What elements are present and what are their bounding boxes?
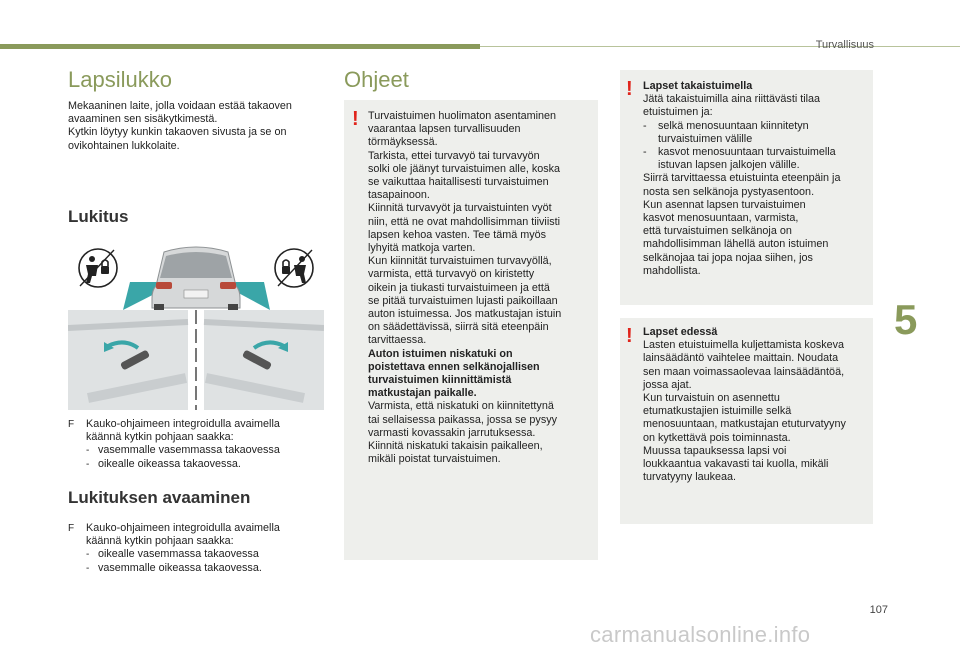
unlock-bullet: F Kauko-ohjaimeen integroidulla avaimella käännä kytkin pohjaan saakka: - oikealle vasemmassa takaovessa - vasemmalle oikeassa takaovessa. [68,522,338,575]
page-title-ohjeet: Ohjeet [344,67,409,92]
child-lock-illustration [68,238,324,410]
list-item: - kasvot menosuuntaan turvaistuimella istuvan lapsen jalkojen välille. [643,146,836,172]
intro-line: Kytkin löytyy kunkin takaoven sivusta ja se on [68,126,287,139]
heading-lukitus: Lukitus [68,207,129,226]
unlock-instructions [68,522,338,575]
intro-text [68,100,338,153]
lock-instructions [68,418,338,471]
header-rule [480,46,960,47]
note-front-seat-text: Lapset edessä Lasten etuistuimella kuljettamista koskeva lainsäädäntö vaihtelee maittain. Noudata sen maan voimassaolevaa lainsäädäntöä, jossa ajat. Kun turvaistuin on asennettu etumatkustajien istuimille selkä menosuuntaan, matkustajan etuturvatyyny on kytkettävä pois toiminnasta. Muussa tapauksessa lapsi voi loukkaantua vakavasti tai kuolla, mikäli turvatyyny laukeaa. [643,326,871,484]
note-rear-seats-text: Lapset takaistuimella Jätä takaistuimilla aina riittävästi tilaa etuistuimen ja: - selkä menosuuntaan kiinnitetyn turvaistuimen välille - kasvot menosuuntaan turvaistuimella istuvan lapsen jalkojen välille. Siirrä tarvittaessa etuistuinta eteenpäin ja nosta sen selkänoja pystyasentoon. Kun asennat lapsen turvaistuimen kasvot menosuuntaan, varmista, että turvaistuimen selkänoja on mahdollisimman lähellä auton istuimen selkänojaa tai jopa nojaa siihen, jos mahdollista. [643,80,871,278]
heading-lukituksen-avaaminen: Lukituksen avaaminen [68,488,251,507]
child-lock-icon-right [275,249,313,287]
lock-bullet: F Kauko-ohjaimeen integroidulla avaimella käännä kytkin pohjaan saakka: - vasemmalle vasemmassa takaovessa - oikealle oikeassa takaovessa. [68,418,338,471]
page-title-lapsilukko: Lapsilukko [68,67,172,92]
page-number: 107 [869,604,888,616]
intro-line: Mekaaninen laite, jolla voidaan estää takaoven [68,100,292,112]
unlock-item: - vasemmalle oikeassa takaovessa. [86,561,262,574]
bullet-marker: F [68,419,75,430]
warning-icon: ! [352,108,359,130]
lock-item: - oikealle oikeassa takaovessa. [86,457,241,470]
door-lever-illustration [68,310,324,410]
child-lock-icon-left [79,249,117,287]
unlock-item: - oikealle vasemmassa takaovessa [86,548,259,561]
safety-note-text: Turvaistuimen huolimaton asentaminen vaarantaa lapsen turvallisuuden törmäyksessä. Tarkista, ettei turvavyö tai turvavyön solki ole jäänyt turvaistuimen alle, koska se vaikuttaa haitallisesti turvaistuimen tasapainoon. Kiinnitä turvavyöt ja turvaistuinten vyöt niin, että ne ovat mahdollisimman tiiviisti lapsen kehoa vasten. Tee tämä myös lyhyitä matkoja varten. Kun kiinnität turvaistuimen turvavyöllä, varmista, että turvavyö on kiristetty oikein ja tiukasti turvaistuimeen ja että se pitää turvaistuimen lujasti paikoillaan auton istuimessa. Jos matkustajan istuin on säädettävissä, siirrä sitä eteenpäin tarvittaessa. Auton istuimen niskatuki on poistettava ennen selkänojallisen turvaistuimen kiinnittämistä matkustajan paikalle. Varmista, että niskatuki on kiinnitettynä tai sellaisessa paikassa, jossa se pysyy varmasti kovassakin jarrutuksessa. Kiinnitä niskatuki takaisin paikalleen, mikäli poistat turvaistuimen. [368,110,562,466]
warning-icon: ! [626,78,633,100]
list-item: - selkä menosuuntaan kiinnitetyn turvaistuimen välille [643,119,809,145]
section-label: Turvallisuus [815,39,874,51]
car-rear-illustration [152,247,240,310]
warning-icon: ! [626,325,633,347]
intro-line: avaaminen sen sisäkytkimestä. [68,113,218,126]
watermark: carmanualsonline.info [590,622,811,647]
note-title: Lapset edessä [643,326,718,338]
bullet-marker: F [68,523,75,534]
chapter-number: 5 [894,296,918,343]
lock-item: - vasemmalle vasemmassa takaovessa [86,444,280,457]
header-accent-bar [0,44,480,49]
note-title: Lapset takaistuimella [643,80,753,92]
intro-line: ovikohtainen lukkolaite. [68,139,180,152]
